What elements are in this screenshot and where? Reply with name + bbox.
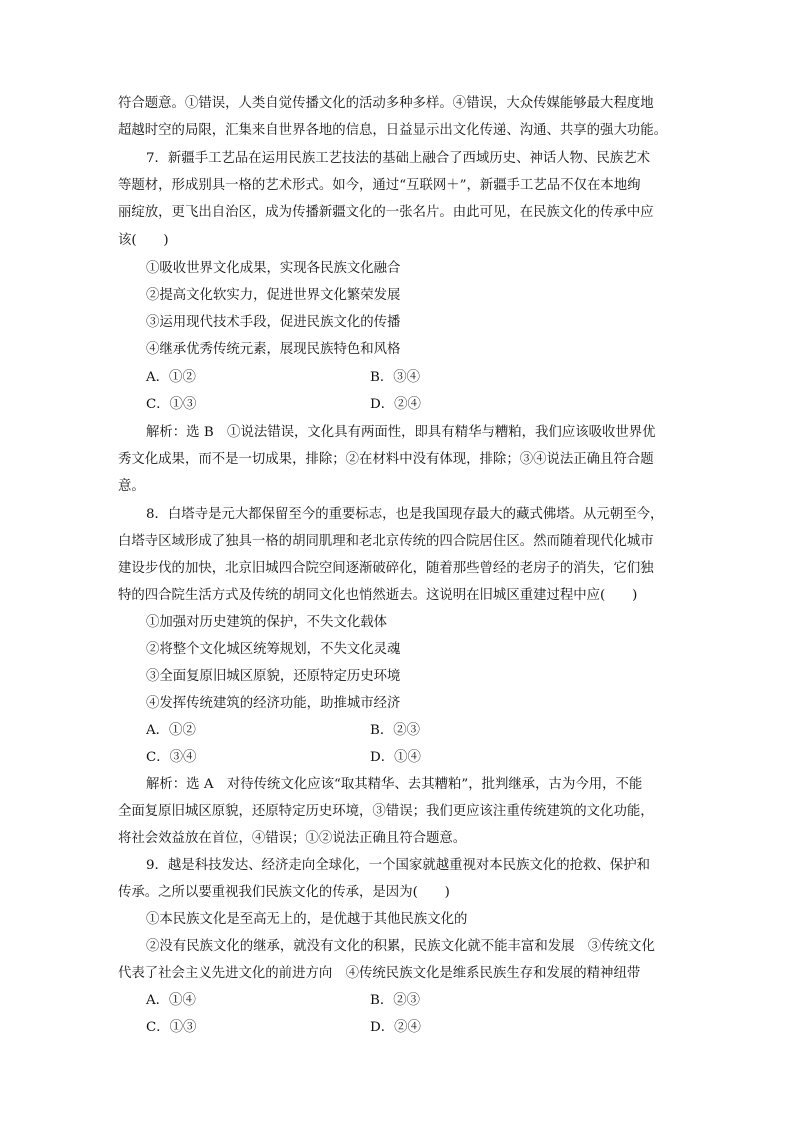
q7-analysis-line-3: 意。 (118, 479, 145, 494)
q8-stem-line-2: 白塔寺区域形成了独具一格的胡同肌理和老北京传统的四合院居住区。然而随着现代化城市 (118, 534, 654, 549)
q8-option-a: A．①② (146, 723, 196, 738)
q9-item-2: ②没有民族文化的继承，就没有文化的积累，民族文化就不能丰富和发展 ③传统文化 (146, 939, 655, 954)
q7-stem-line-2: 等题材，形成别具一格的艺术形式。如今，通过“互联网＋”，新疆手工艺品不仅在本地绚 (118, 178, 641, 193)
q9-option-a: A．①④ (146, 993, 196, 1008)
intro-line-2: 超越时空的局限，汇集来自世界各地的信息，日益显示出文化传递、沟通、共享的强大功能。 (118, 123, 668, 138)
q8-option-d: D．①④ (370, 750, 421, 765)
q9-option-b: B．②③ (370, 993, 421, 1008)
q7-stem-line-4: 该( ) (118, 233, 169, 248)
q7-option-a: A．①② (146, 370, 196, 385)
q8-item-1: ①加强对历史建筑的保护，不失文化载体 (146, 615, 388, 630)
q8-analysis-line-2: 全面复原旧城区原貌，还原特定历史环境，③错误；我们更应该注重传统建筑的文化功能， (118, 804, 654, 819)
q7-item-3: ③运用现代技术手段，促进民族文化的传播 (146, 315, 401, 330)
q8-item-2: ②将整个文化城区统筹规划，不失文化灵魂 (146, 642, 401, 657)
q8-option-b: B．②③ (370, 723, 421, 738)
q7-stem-line-3: 丽绽放，更飞出自治区，成为传播新疆文化的一张名片。由此可见，在民族文化的传承中应 (118, 205, 654, 220)
q8-item-4: ④发挥传统建筑的经济功能，助推城市经济 (146, 696, 401, 711)
q7-analysis-line-1: 解析：选 B ①说法错误，文化具有两面性，即具有精华与糟粕，我们应该吸收世界优 (146, 425, 656, 440)
q8-stem-line-3: 建设步伐的加快，北京旧城四合院空间逐渐破碎化，随着那些曾经的老房子的消失，它们独 (118, 561, 654, 576)
q9-stem-line-2: 传承。之所以要重视我们民族文化的传承，是因为( ) (118, 885, 450, 900)
q9-item-3-4: 代表了社会主义先进文化的前进方向 ④传统民族文化是维系民族生存和发展的精神纽带 (118, 966, 641, 981)
q7-item-4: ④继承优秀传统元素，展现民族特色和风格 (146, 342, 401, 357)
intro-line-1: 符合题意。①错误，人类自觉传播文化的活动多种多样。④错误，大众传媒能够最大程度地 (118, 96, 654, 111)
q9-option-c: C．①③ (146, 1020, 197, 1035)
q9-item-1: ①本民族文化是至高无上的，是优越于其他民族文化的 (146, 912, 468, 927)
q7-analysis-line-2: 秀文化成果，而不是一切成果，排除；②在材料中没有体现，排除；③④说法正确且符合题 (118, 452, 654, 467)
q8-analysis-line-3: 将社会效益放在首位，④错误；①②说法正确且符合题意。 (118, 831, 467, 846)
q8-stem-line-4: 特的四合院生活方式及传统的胡同文化也悄然逝去。这说明在旧城区重建过程中应( ) (118, 588, 638, 603)
q8-item-3: ③全面复原旧城区原貌，还原特定历史环境 (146, 669, 401, 684)
q7-stem-line-1: 7．新疆手工艺品在运用民族工艺技法的基础上融合了西域历史、神话人物、民族艺术 (146, 151, 650, 166)
q8-analysis-line-1: 解析：选 A 对待传统文化应该“取其精华、去其糟粕”，批判继承，古为今用，不能 (146, 777, 643, 792)
q8-option-c: C．③④ (146, 750, 197, 765)
q7-option-b: B．③④ (370, 370, 421, 385)
q9-stem-line-1: 9．越是科技发达、经济走向全球化，一个国家就越重视对本民族文化的抢救、保护和 (146, 858, 650, 873)
q7-option-c: C．①③ (146, 397, 197, 412)
q7-item-2: ②提高文化软实力，促进世界文化繁荣发展 (146, 288, 401, 303)
q7-item-1: ①吸收世界文化成果，实现各民族文化融合 (146, 261, 401, 276)
q8-stem-line-1: 8．白塔寺是元大都保留至今的重要标志，也是我国现存最大的藏式佛塔。从元朝至今， (146, 507, 664, 522)
q7-option-d: D．②④ (370, 397, 421, 412)
q9-option-d: D．②④ (370, 1020, 421, 1035)
